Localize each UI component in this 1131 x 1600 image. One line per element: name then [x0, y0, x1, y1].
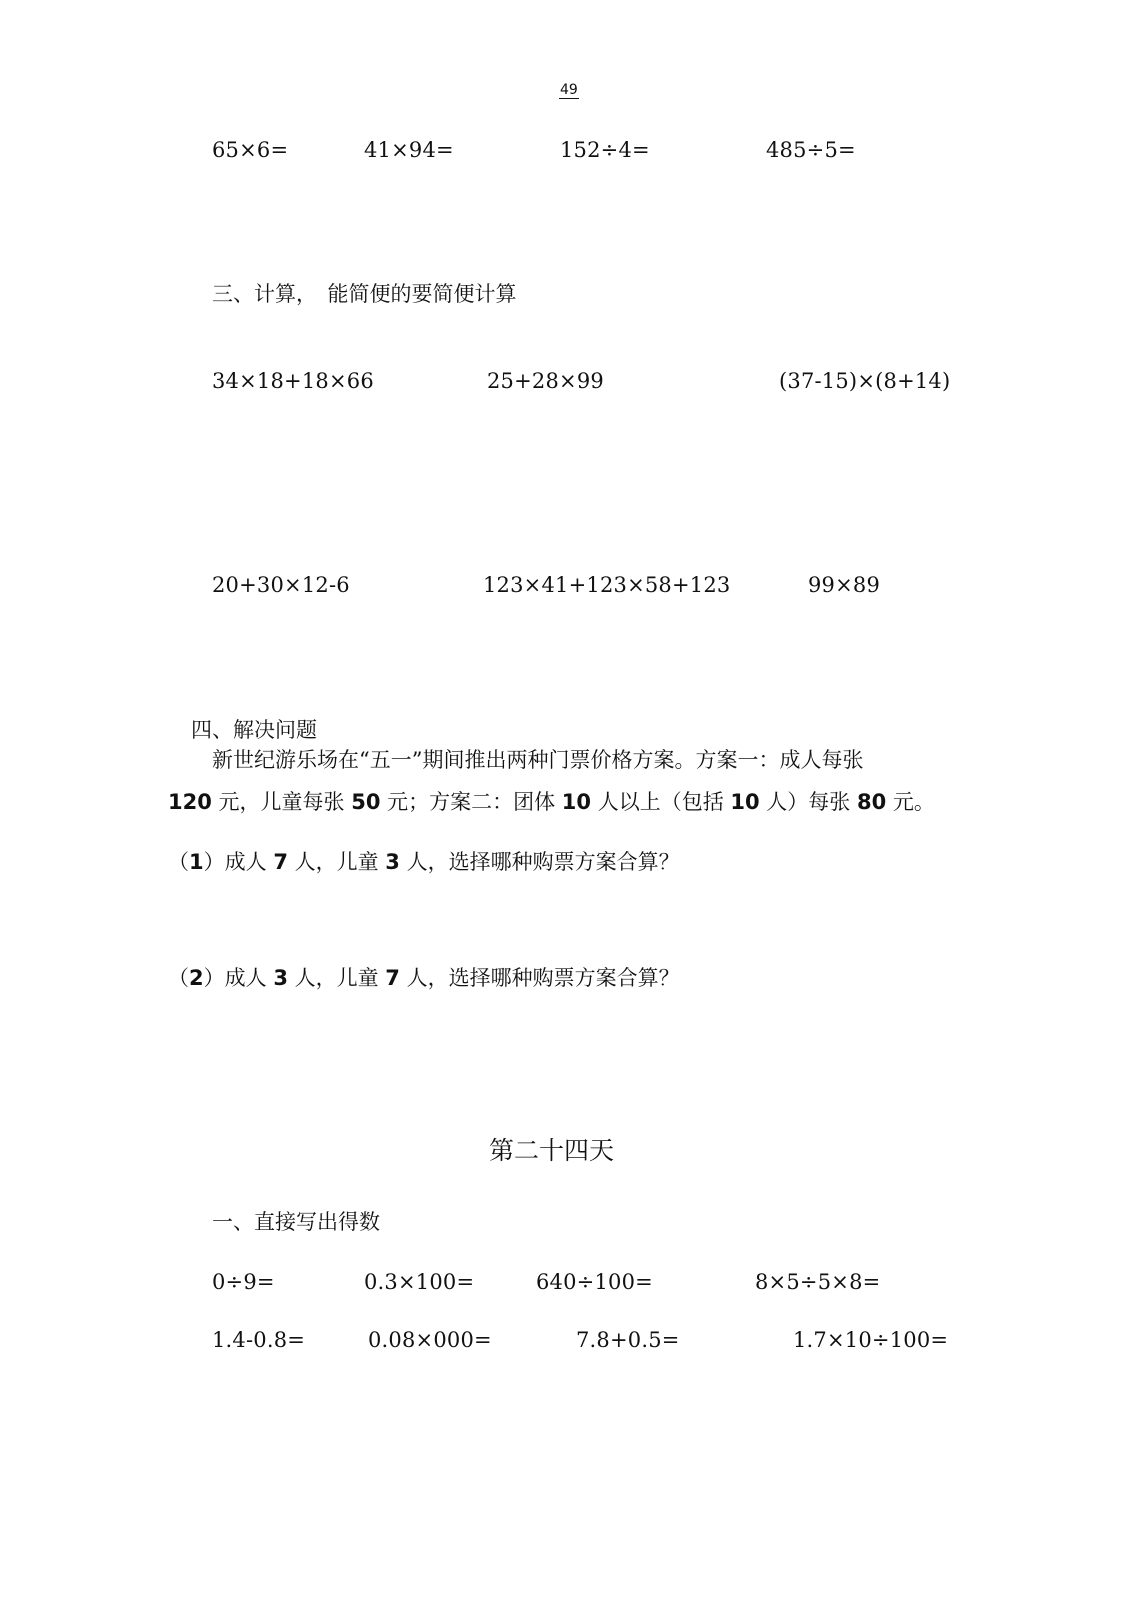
exercise-3: 152÷4=	[560, 138, 650, 162]
mental-3: 640÷100=	[536, 1270, 653, 1294]
calc-2: 25+28×99	[487, 369, 604, 393]
group-size: 10	[561, 790, 592, 814]
price-adult: 120	[168, 790, 212, 814]
calc-6: 99×89	[808, 573, 881, 597]
question-2: （2）成人 3 人，儿童 7 人，选择哪种购票方案合算？	[168, 966, 680, 990]
mental-8: 1.7×10÷100=	[793, 1328, 949, 1352]
page-number: 49	[560, 82, 578, 98]
question-1: （1）成人 7 人，儿童 3 人，选择哪种购票方案合算？	[168, 850, 680, 874]
mental-1: 0÷9=	[212, 1270, 275, 1294]
calc-4: 20+30×12-6	[212, 573, 350, 597]
exercise-1: 65×6=	[212, 138, 289, 162]
calc-1: 34×18+18×66	[212, 369, 374, 393]
mental-7: 7.8+0.5=	[576, 1328, 680, 1352]
group-size-inclusive: 10	[730, 790, 760, 814]
mental-5: 1.4-0.8=	[212, 1328, 306, 1352]
mental-2: 0.3×100=	[364, 1270, 475, 1294]
problem-text-line-1: 新世纪游乐场在“五一”期间推出两种门票价格方案。方案一：成人每张	[212, 748, 864, 772]
exercise-2: 41×94=	[364, 138, 454, 162]
problem-text-line-2: 120 元，儿童每张 50 元；方案二：团体 10 人以上（包括 10 人）每张 80 元。	[168, 790, 935, 814]
day24-section-1-heading: 一、直接写出得数	[212, 1210, 380, 1234]
exercise-4: 485÷5=	[766, 138, 856, 162]
calc-5: 123×41+123×58+123	[483, 573, 731, 597]
price-child: 50	[351, 790, 381, 814]
section-4-heading: 四、解决问题	[191, 718, 317, 742]
mental-4: 8×5÷5×8=	[755, 1270, 881, 1294]
section-3-heading: 三、计算， 能简便的要简便计算	[212, 282, 517, 306]
mental-6: 0.08×000=	[368, 1328, 492, 1352]
day-title: 第二十四天	[489, 1136, 615, 1165]
price-group: 80	[856, 790, 887, 814]
calc-3: (37-15)×(8+14)	[779, 369, 951, 393]
